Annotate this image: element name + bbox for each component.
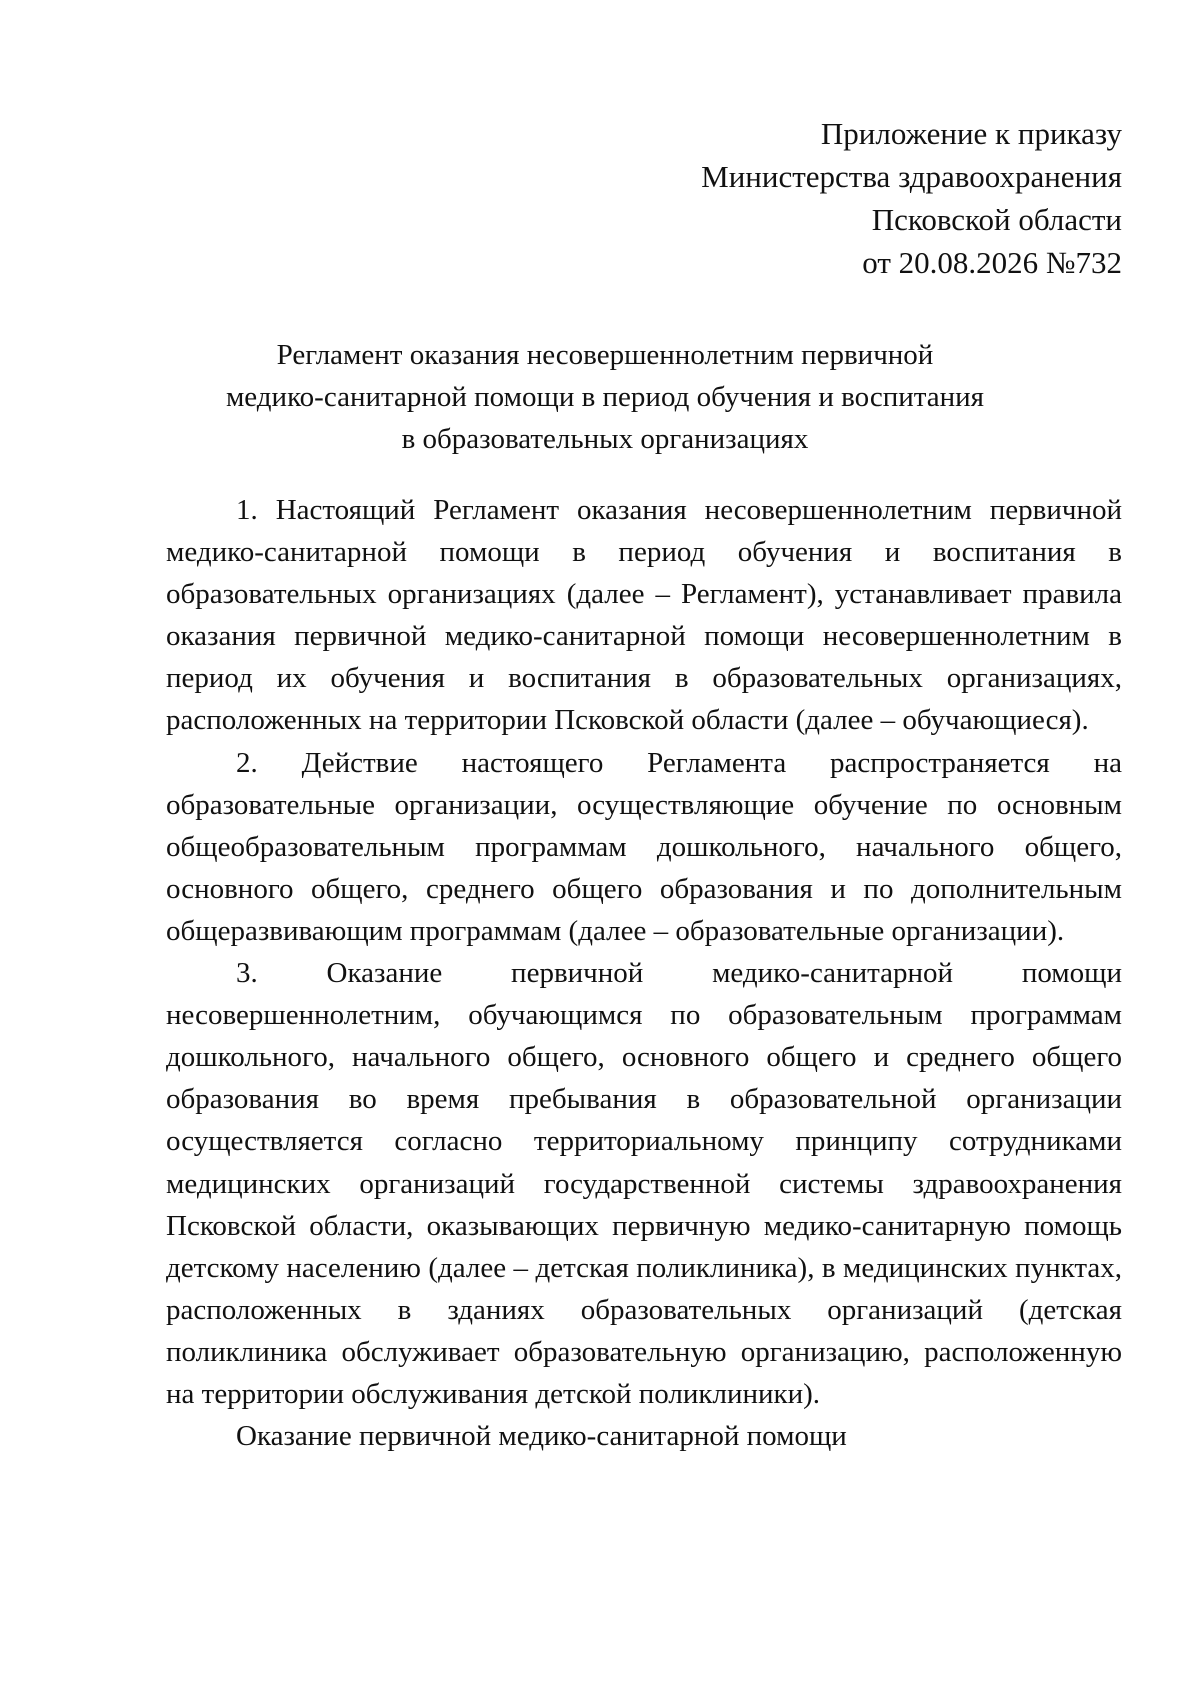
document-title	[150, 334, 1060, 460]
attachment-line: Приложение к приказу	[820, 116, 1122, 151]
attachment-header	[701, 112, 1122, 284]
title-line: в образовательных организациях	[401, 423, 809, 455]
paragraph-4: Оказание первичной медико-санитарной помощи	[236, 1420, 847, 1453]
attachment-line: от 20.08.2026 №732	[862, 245, 1122, 280]
attachment-line: Псковской области	[871, 202, 1122, 237]
title-line: Регламент оказания несовершеннолетним первичной	[276, 339, 934, 371]
attachment-line: Министерства здравоохранения	[701, 159, 1122, 194]
paragraph-3: 3. Оказание первичной медико-санитарной помощи несовершеннолетним, обучающимся по образовательным программам дошкольного, начального общего, основного общего и среднего общего образования во время пребывания в образовательной организации осуществляется согласно территориальному принципу сотрудниками медицинских организаций государственной системы здравоохранения Псковской области, оказывающих первичную медико-санитарную помощь детскому населению (далее – детская поликлиника), в медицинских пунктах, расположенных в зданиях образовательных организаций (детская поликлиника обслуживает образовательную организацию, расположенную на территории обслуживания детской поликлиники).	[166, 957, 1122, 1410]
paragraph-2: 2. Действие настоящего Регламента распространяется на образовательные организации, осуществляющие обучение по основным общеобразовательным программам дошкольного, начального общего, основного общего, среднего общего образования и по дополнительным общеразвивающим программам (далее – образовательные организации).	[166, 746, 1122, 947]
title-line: медико-санитарной помощи в период обучения и воспитания	[225, 381, 985, 413]
document-body	[166, 489, 1122, 1457]
paragraph-1: 1. Настоящий Регламент оказания несовершеннолетним первичной медико-санитарной помощи в период обучения и воспитания в образовательных организациях (далее – Регламент), устанавливает правила оказания первичной медико-санитарной помощи несовершеннолетним в период их обучения и воспитания в образовательных организациях, расположенных на территории Псковской области (далее – обучающиеся).	[166, 494, 1122, 737]
